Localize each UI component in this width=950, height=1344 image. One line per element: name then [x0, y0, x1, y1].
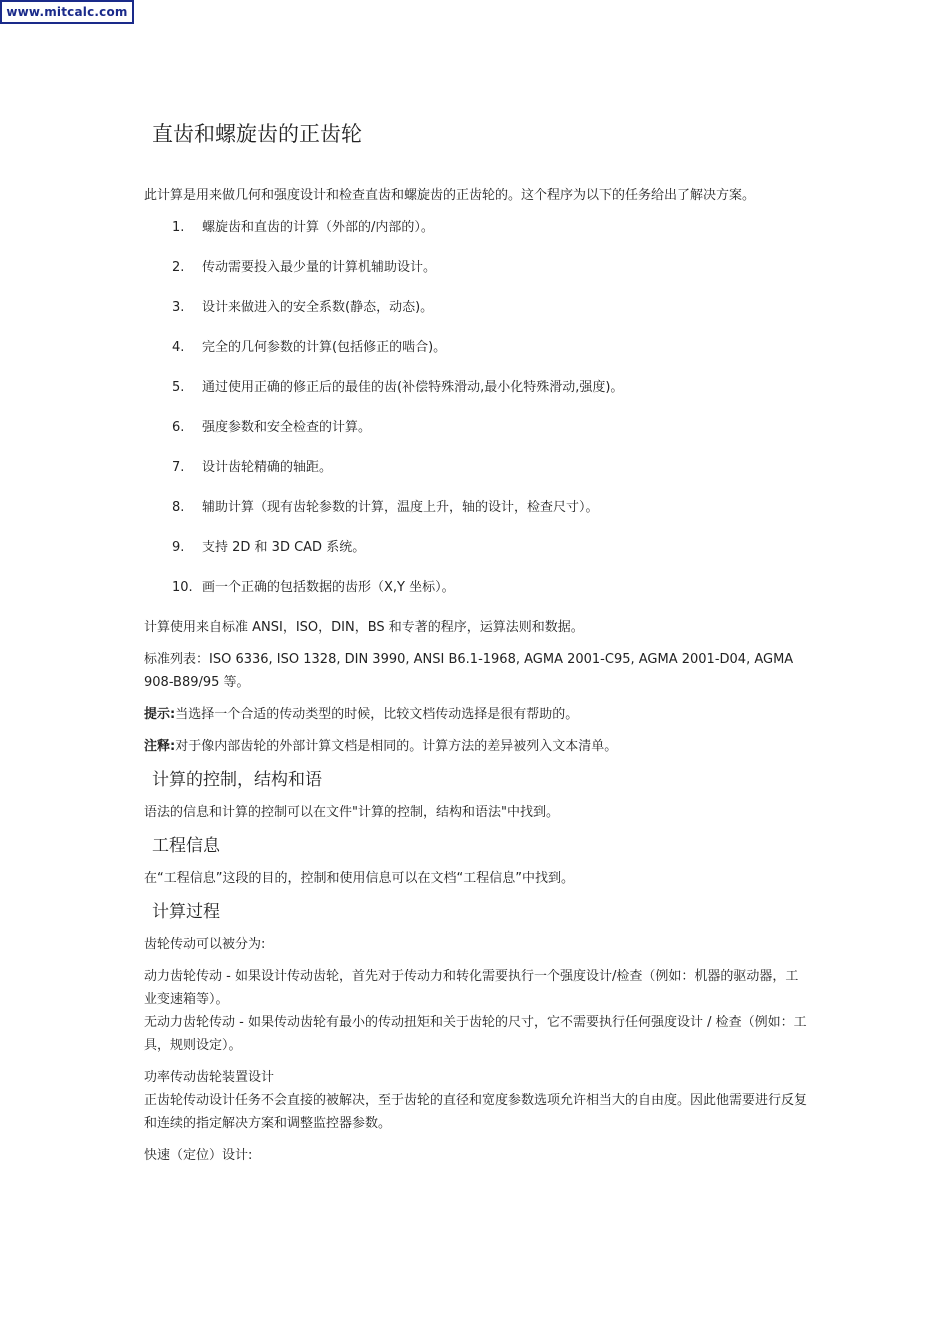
hint-paragraph [144, 703, 810, 726]
list-text: 螺旋齿和直齿的计算（外部的/内部的）。 [202, 220, 434, 235]
section-heading-process: 计算过程 [152, 902, 220, 922]
list-item [144, 256, 810, 279]
hint-label: 提示: [144, 707, 176, 722]
intro-paragraph: 此计算是用来做几何和强度设计和检查直齿和螺旋齿的正齿轮的。这个程序为以下的任务给出了解决方案。 [144, 188, 756, 203]
list-item [144, 536, 810, 559]
list-number: 10. [172, 580, 193, 595]
list-text: 传动需要投入最少量的计算机辅助设计。 [202, 260, 437, 275]
watermark-logo: www.mitcalc.com [0, 0, 134, 24]
list-number: 2. [172, 260, 185, 275]
note-text: 对于像内部齿轮的外部计算文档是相同的。计算方法的差异被列入文本清单。 [175, 739, 618, 754]
list-number: 9. [172, 540, 185, 555]
section-control-text: 语法的信息和计算的控制可以在文件"计算的控制，结构和语法"中找到。 [144, 805, 559, 820]
section-heading-project: 工程信息 [152, 836, 220, 856]
list-text: 设计来做进入的安全系数(静态，动态)。 [202, 300, 434, 315]
standards-note: 计算使用来自标准 ANSI，ISO，DIN，BS 和专著的程序，运算法则和数据。 [144, 620, 584, 635]
list-item [144, 456, 810, 479]
process-design-text: 正齿轮传动设计任务不会直接的被解决，至于齿轮的直径和宽度参数选项允许相当大的自由度。因此他需要进行反复和连续的指定解决方案和调整监控器参数。 [144, 1093, 808, 1131]
section-heading-control: 计算的控制，结构和语 [152, 770, 322, 790]
note-label: 注释: [144, 739, 176, 754]
list-item [144, 296, 810, 319]
document-body [144, 118, 810, 1176]
list-item [144, 376, 810, 399]
list-number: 4. [172, 340, 185, 355]
list-text: 设计齿轮精确的轴距。 [202, 460, 333, 475]
process-power-gear: 动力齿轮传动 - 如果设计传动齿轮，首先对于传动力和转化需要执行一个强度设计/检查（例如：机器的驱动器，工业变速箱等）。 [144, 969, 799, 1007]
page-title: 直齿和螺旋齿的正齿轮 [152, 122, 362, 146]
list-number: 7. [172, 460, 185, 475]
list-text: 完全的几何参数的计算(包括修正的啮合)。 [202, 340, 447, 355]
list-text: 通过使用正确的修正后的最佳的齿(补偿特殊滑动,最小化特殊滑动,强度)。 [202, 380, 624, 395]
list-item [144, 416, 810, 439]
process-design-heading: 功率传动齿轮装置设计 [144, 1070, 275, 1085]
list-item [144, 576, 810, 599]
task-list [144, 216, 810, 599]
process-nonpower-gear: 无动力齿轮传动 - 如果传动齿轮有最小的传动扭矩和关于齿轮的尺寸，它不需要执行任何强度设计 / 检查（例如：工具，规则设定）。 [144, 1015, 807, 1053]
list-number: 8. [172, 500, 185, 515]
list-text: 支持 2D 和 3D CAD 系统。 [202, 540, 366, 555]
list-item [144, 496, 810, 519]
process-quick-design: 快速（定位）设计: [144, 1148, 253, 1163]
list-number: 3. [172, 300, 185, 315]
process-intro: 齿轮传动可以被分为: [144, 937, 266, 952]
standards-list: 标准列表：ISO 6336, ISO 1328, DIN 3990, ANSI B6.1-1968, AGMA 2001-C95, AGMA 2001-D04, AGMA 908-B89/95 等。 [144, 652, 794, 690]
list-number: 5. [172, 380, 185, 395]
list-number: 1. [172, 220, 185, 235]
list-text: 强度参数和安全检查的计算。 [202, 420, 372, 435]
list-item [144, 336, 810, 359]
list-text: 画一个正确的包括数据的齿形（X,Y 坐标）。 [202, 580, 455, 595]
list-number: 6. [172, 420, 185, 435]
list-text: 辅助计算（现有齿轮参数的计算，温度上升，轴的设计，检查尺寸）。 [202, 500, 599, 515]
section-project-text: 在“工程信息”这段的目的，控制和使用信息可以在文档“工程信息”中找到。 [144, 871, 574, 886]
list-item [144, 216, 810, 239]
note-paragraph [144, 735, 810, 758]
hint-text: 当选择一个合适的传动类型的时候，比较文档传动选择是很有帮助的。 [175, 707, 579, 722]
